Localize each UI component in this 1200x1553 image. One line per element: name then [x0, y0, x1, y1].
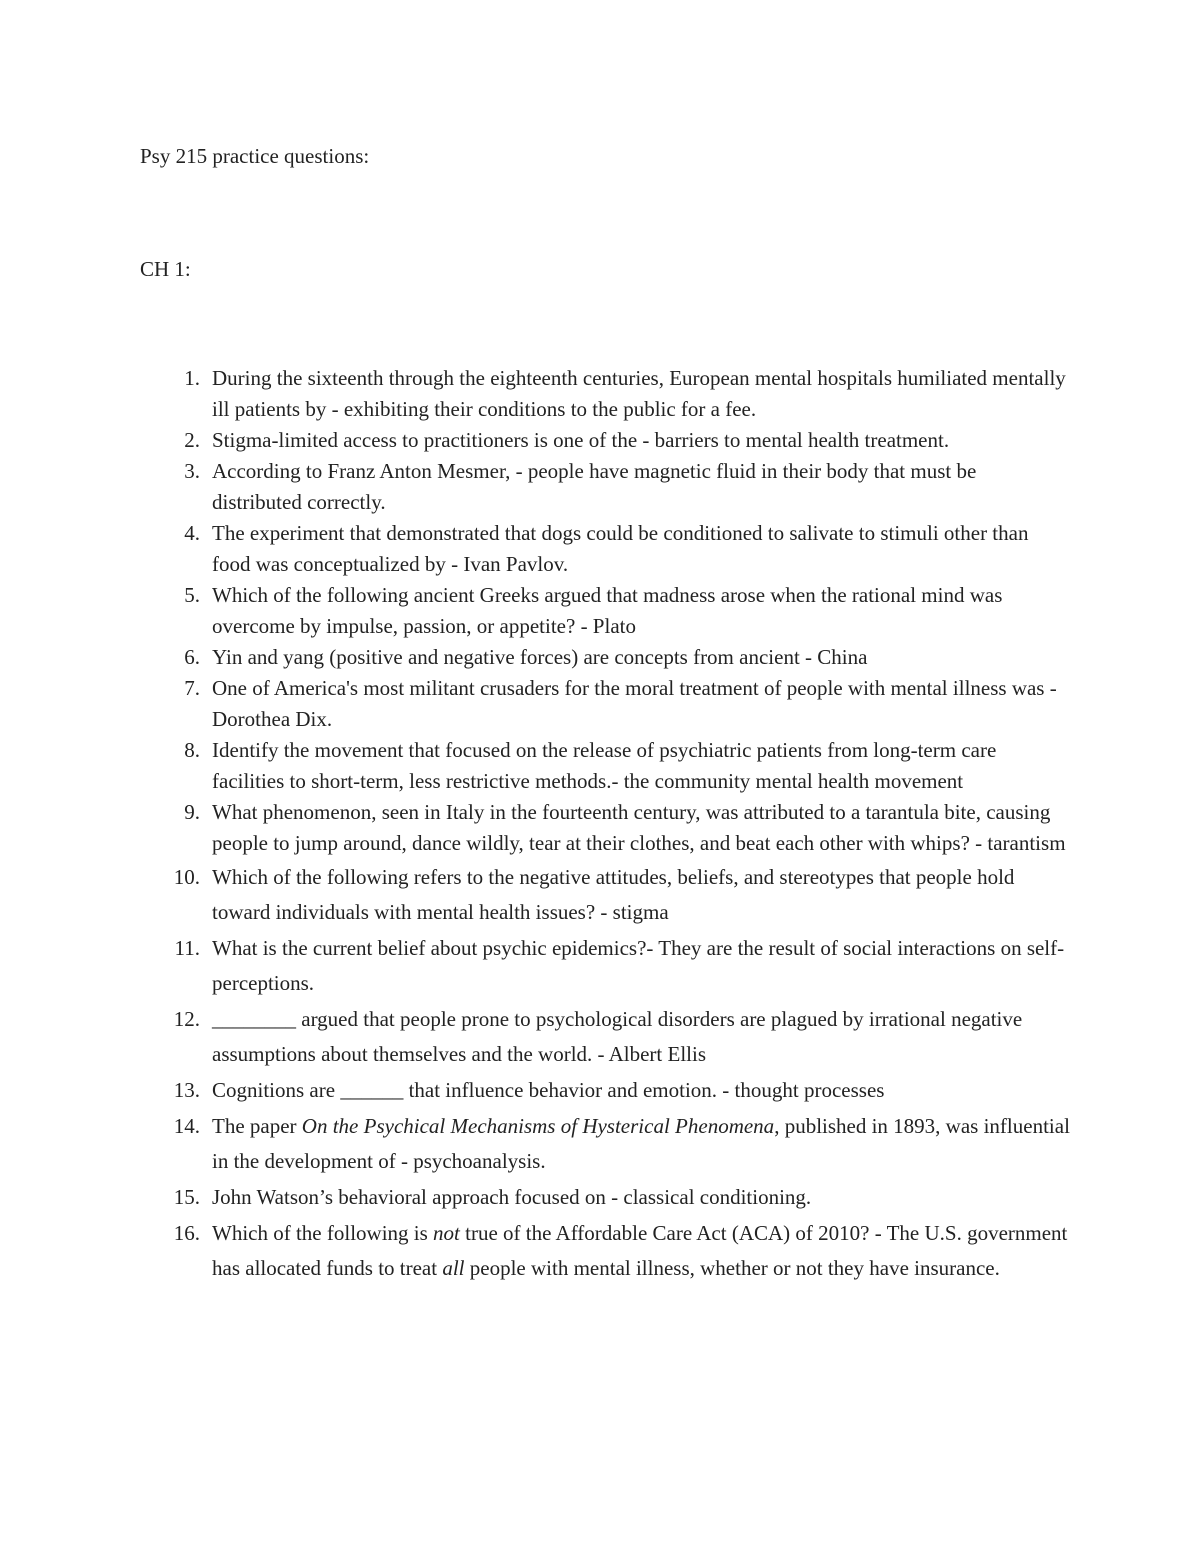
question-text: [212, 1221, 1067, 1280]
list-item: [170, 456, 1070, 518]
list-item: [170, 425, 1070, 456]
question-number: 7.: [184, 676, 200, 700]
paper-title: On the Psychical Mechanisms of Hysterical Phenomena: [301, 1114, 775, 1138]
question-text-part: people with mental illness, whether or not they have insurance.: [464, 1256, 1000, 1280]
question-number: 11.: [174, 936, 200, 960]
question-text: What phenomenon, seen in Italy in the fourteenth century, was attributed to a tarantula bite, causing people to jump around, dance wildly, tear at their clothes, and beat each other with whips? - tarantism: [212, 800, 1066, 855]
list-item: [170, 931, 1070, 1001]
question-number: 6.: [184, 645, 200, 669]
question-text: ________ argued that people prone to psychological disorders are plagued by irrational negative assumptions about themselves and the world. - Albert Ellis: [212, 1007, 1023, 1066]
list-item: [170, 735, 1070, 797]
chapter-heading: CH 1:: [140, 257, 191, 281]
document-title: Psy 215 practice questions:: [140, 144, 370, 168]
question-text: During the sixteenth through the eighteenth centuries, European mental hospitals humiliated mentally ill patients by - exhibiting their conditions to the public for a fee.: [212, 366, 1066, 421]
question-text-part: The paper: [212, 1114, 302, 1138]
question-number: 9.: [184, 800, 200, 824]
question-text: Cognitions are ______ that influence behavior and emotion. - thought processes: [212, 1078, 885, 1102]
list-item: [170, 1109, 1070, 1179]
question-number: 14.: [173, 1114, 200, 1138]
question-number: 2.: [184, 428, 200, 452]
list-item: [170, 642, 1070, 673]
list-item: [170, 363, 1070, 425]
question-text: John Watson’s behavioral approach focused on - classical conditioning.: [212, 1185, 812, 1209]
question-text: One of America's most militant crusaders for the moral treatment of people with mental illness was - Dorothea Dix.: [212, 676, 1057, 731]
list-item: [170, 797, 1070, 859]
emphasis-not: not: [433, 1221, 460, 1245]
list-item: [170, 1216, 1070, 1286]
question-number: 1.: [184, 366, 200, 390]
question-number: 4.: [184, 521, 200, 545]
question-text: Which of the following ancient Greeks argued that madness arose when the rational mind was overcome by impulse, passion, or appetite? - Plato: [212, 583, 1003, 638]
question-number: 13.: [173, 1078, 200, 1102]
question-text-part: , published in 1893, was influential in the development of - psychoanalysis.: [212, 1114, 1070, 1173]
emphasis-all: all: [442, 1256, 465, 1280]
question-number: 12.: [173, 1007, 200, 1031]
list-item: [170, 1180, 1070, 1215]
question-text: Stigma-limited access to practitioners is one of the - barriers to mental health treatment.: [212, 428, 950, 452]
question-number: 15.: [173, 1185, 200, 1209]
question-text: Identify the movement that focused on the release of psychiatric patients from long-term care facilities to short-term, less restrictive methods.- the community mental health movement: [212, 738, 997, 793]
question-text: Yin and yang (positive and negative forces) are concepts from ancient - China: [212, 645, 868, 669]
question-number: 5.: [184, 583, 200, 607]
question-number: 8.: [184, 738, 200, 762]
question-text: According to Franz Anton Mesmer, - people have magnetic fluid in their body that must be distributed correctly.: [212, 459, 977, 514]
question-number: 3.: [184, 459, 200, 483]
question-text: Which of the following refers to the negative attitudes, beliefs, and stereotypes that people hold toward individuals with mental health issues? - stigma: [212, 865, 1015, 924]
question-text-part: Which of the following is: [212, 1221, 434, 1245]
list-item: [170, 673, 1070, 735]
question-text: The experiment that demonstrated that dogs could be conditioned to salivate to stimuli other than food was conceptualized by - Ivan Pavlov.: [212, 521, 1029, 576]
question-number: 10.: [173, 865, 200, 889]
list-item: [170, 580, 1070, 642]
list-item: [170, 1002, 1070, 1072]
list-item: [170, 860, 1070, 930]
question-text: What is the current belief about psychic epidemics?- They are the result of social interactions on self-perceptions.: [212, 936, 1065, 995]
list-item: [170, 1073, 1070, 1108]
list-item: [170, 518, 1070, 580]
question-text: [212, 1114, 1070, 1173]
question-number: 16.: [173, 1221, 200, 1245]
question-list: [170, 363, 1070, 1286]
question-text-part: true of the Affordable Care Act (ACA) of 2010? - The U.S. government has allocated funds to treat: [212, 1221, 1068, 1280]
